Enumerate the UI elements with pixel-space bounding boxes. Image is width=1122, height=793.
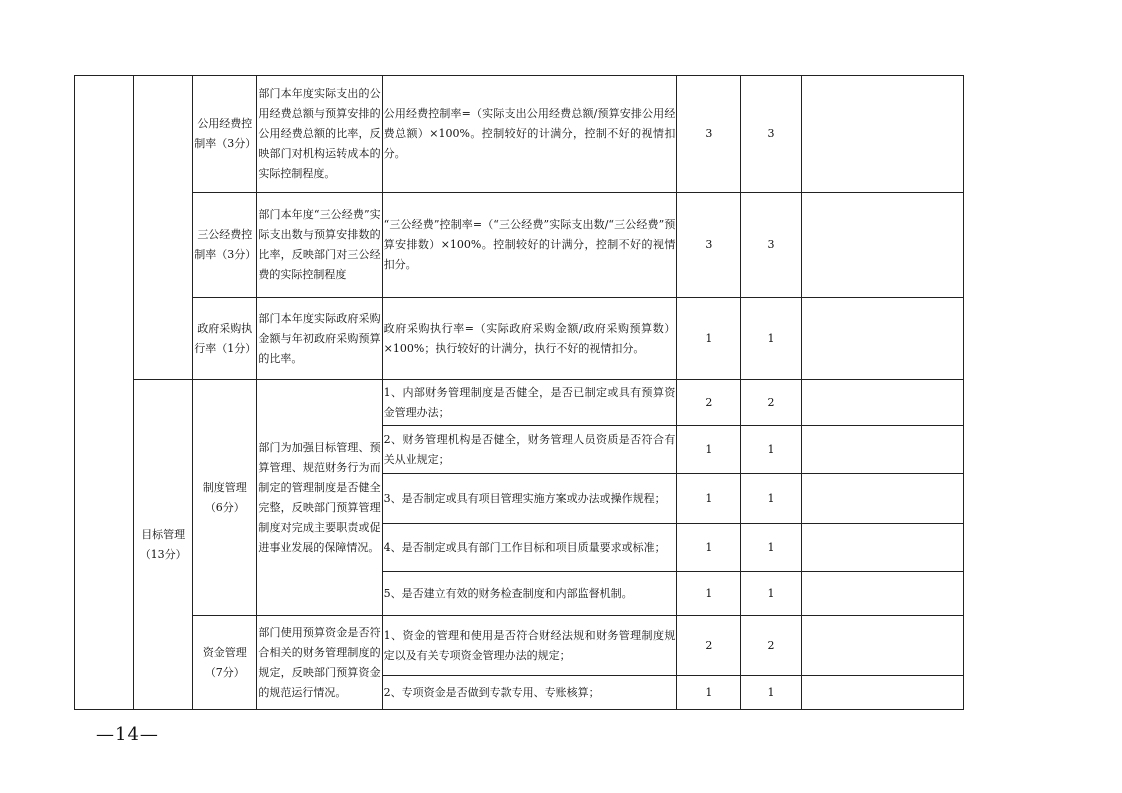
target-management-label: 目标管理（13分） [134, 380, 193, 710]
weight-value: 2 [677, 616, 741, 676]
indicator-desc: 部门本年度“三公经费”实际支出数与预算安排数的比率，反映部门对三公经费的实际控制程度 [257, 193, 382, 298]
weight-value: 1 [677, 298, 741, 380]
table-row-sangong [75, 193, 964, 298]
scoring-standard: 公用经费控制率=（实际支出公用经费总额/预算安排公用经费总额）×100%。控制较好的计满分，控制不好的视情扣分。 [382, 76, 677, 193]
scoring-standard: 3、是否制定或具有项目管理实施方案或办法或操作规程； [382, 474, 677, 524]
table-row-caigou [75, 298, 964, 380]
scoring-standard: 2、财务管理机构是否健全，财务管理人员资质是否符合有关从业规定； [382, 426, 677, 474]
remark-cell [801, 76, 963, 193]
weight-value: 3 [677, 76, 741, 193]
weight-value: 1 [677, 474, 741, 524]
weight-value: 3 [677, 193, 741, 298]
scoring-standard: 2、专项资金是否做到专款专用、专账核算； [382, 676, 677, 710]
score-value: 2 [741, 616, 801, 676]
remark-cell [801, 193, 963, 298]
remark-cell [801, 676, 963, 710]
indicator-name: 资金管理（7分） [193, 616, 257, 710]
remark-cell [801, 616, 963, 676]
indicator-desc: 部门为加强目标管理、预算管理、规范财务行为而制定的管理制度是否健全完整，反映部门预算管理制度对完成主要职责或促进事业发展的保障情况。 [257, 380, 382, 616]
weight-value: 1 [677, 676, 741, 710]
scoring-standard: 5、是否建立有效的财务检查制度和内部监督机制。 [382, 572, 677, 616]
remark-cell [801, 474, 963, 524]
remark-cell [801, 524, 963, 572]
indicator-desc: 部门本年度实际支出的公用经费总额与预算安排的公用经费总额的比率，反映部门对机构运转成本的实际控制程度。 [257, 76, 382, 193]
score-value: 1 [741, 572, 801, 616]
evaluation-table [74, 75, 964, 710]
scoring-standard: 政府采购执行率=（实际政府采购金额/政府采购预算数）×100%；执行较好的计满分，执行不好的视情扣分。 [382, 298, 677, 380]
table-row-gongyong [75, 76, 964, 193]
score-value: 3 [741, 76, 801, 193]
weight-value: 1 [677, 524, 741, 572]
page-number: —14— [96, 724, 159, 745]
remark-cell [801, 298, 963, 380]
remark-cell [801, 426, 963, 474]
indicator-name: 公用经费控制率（3分） [193, 76, 257, 193]
remark-cell [801, 380, 963, 426]
remark-cell [801, 572, 963, 616]
score-value: 1 [741, 426, 801, 474]
table-row-zhidu-1 [75, 380, 964, 426]
weight-value: 2 [677, 380, 741, 426]
score-value: 1 [741, 474, 801, 524]
score-value: 1 [741, 524, 801, 572]
scoring-standard: 1、资金的管理和使用是否符合财经法规和财务管理制度规定以及有关专项资金管理办法的规定； [382, 616, 677, 676]
score-value: 1 [741, 298, 801, 380]
indicator-name: 制度管理（6分） [193, 380, 257, 616]
weight-value: 1 [677, 426, 741, 474]
indicator-name: 政府采购执行率（1分） [193, 298, 257, 380]
indicator-desc: 部门本年度实际政府采购金额与年初政府采购预算的比率。 [257, 298, 382, 380]
indicator-name: 三公经费控制率（3分） [193, 193, 257, 298]
scoring-standard: “三公经费”控制率=（“三公经费”实际支出数/“三公经费”预算安排数）×100%。控制较好的计满分，控制不好的视情扣分。 [382, 193, 677, 298]
score-value: 3 [741, 193, 801, 298]
weight-value: 1 [677, 572, 741, 616]
table-row-zijin-1 [75, 616, 964, 676]
level1-cell-blank [75, 76, 134, 710]
level2-cell-blank [134, 76, 193, 380]
scoring-standard: 1、内部财务管理制度是否健全，是否已制定或具有预算资金管理办法； [382, 380, 677, 426]
indicator-desc: 部门使用预算资金是否符合相关的财务管理制度的规定，反映部门预算资金的规范运行情况。 [257, 616, 382, 710]
score-value: 1 [741, 676, 801, 710]
score-value: 2 [741, 380, 801, 426]
scoring-standard: 4、是否制定或具有部门工作目标和项目质量要求或标准； [382, 524, 677, 572]
